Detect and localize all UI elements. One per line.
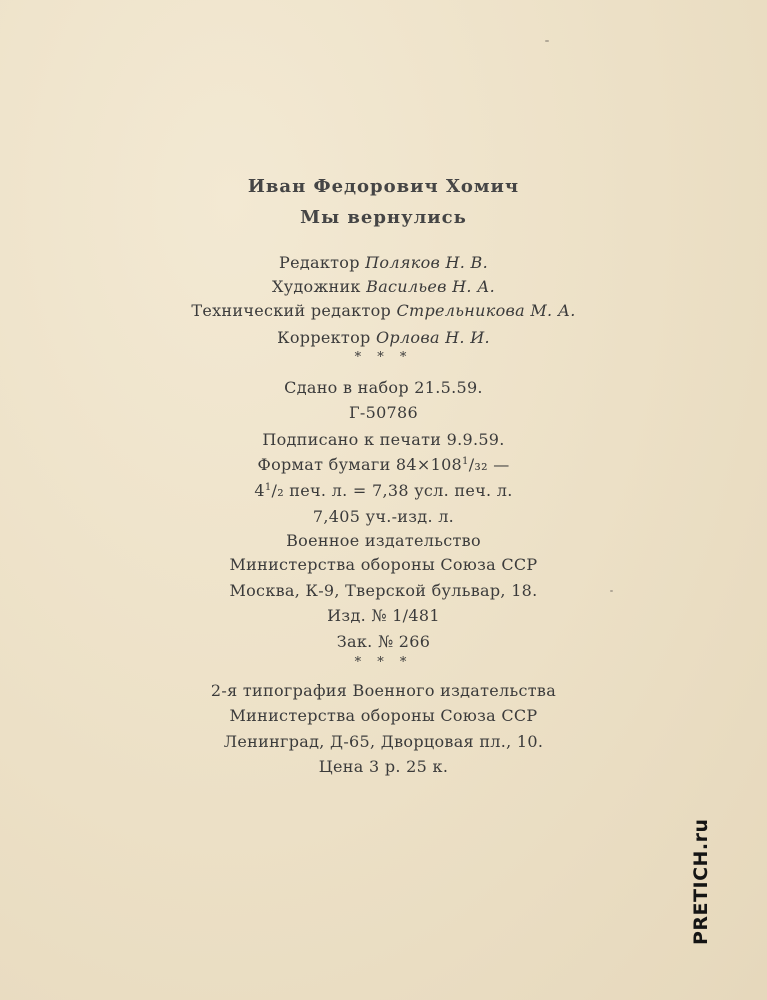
- paper-format-sup: 1: [462, 456, 469, 467]
- publisher-address: Москва, К-9, Тверской бульвар, 18.: [229, 581, 538, 600]
- publisher-ministry: Министерства обороны Союза ССР: [229, 555, 538, 574]
- publishing-sheets: 7,405 уч.-изд. л.: [312, 507, 455, 526]
- order-number: Зак. № 266: [336, 632, 431, 651]
- book-title: Мы вернулись: [300, 207, 467, 228]
- price: Цена 3 р. 25 к.: [318, 757, 449, 776]
- credit-person: Орлова Н. И.: [375, 328, 490, 347]
- order-code: Г-50786: [349, 403, 418, 422]
- credit-role: Технический редактор: [191, 301, 392, 320]
- printer-name: 2-я типография Военного издательства: [210, 681, 557, 700]
- author-name: Иван Федорович Хомич: [247, 176, 520, 197]
- publication-number: Изд. № 1/481: [327, 606, 440, 625]
- credit-tech-editor: [0, 301, 767, 320]
- print-sheets-number: 4: [254, 481, 265, 500]
- paper-format-sub: /₃₂ —: [468, 455, 510, 474]
- credit-role: Художник: [272, 277, 361, 296]
- credit-artist: [0, 277, 767, 296]
- separator-stars: * * *: [354, 350, 413, 365]
- credit-role: Корректор: [277, 328, 371, 347]
- watermark: PRETICH.ru: [690, 818, 712, 945]
- credit-person: Стрельникова М. А.: [396, 301, 576, 320]
- paper-format: [0, 455, 767, 474]
- print-sheets-text: /₂ печ. л. = 7,38 усл. печ. л.: [271, 481, 513, 500]
- credit-proofreader: [0, 328, 767, 347]
- paper-speck: [545, 40, 549, 42]
- signed-to-print: Подписано к печати 9.9.59.: [262, 430, 505, 449]
- publisher-name: Военное издательство: [286, 531, 481, 550]
- paper-speck: [610, 590, 613, 592]
- print-sheets-sup: 1: [264, 482, 272, 493]
- credit-role: Редактор: [279, 253, 360, 272]
- credit-person: Поляков Н. В.: [365, 253, 488, 272]
- printer-address: Ленинград, Д-65, Дворцовая пл., 10.: [223, 732, 544, 751]
- printer-ministry: Министерства обороны Союза ССР: [229, 706, 538, 725]
- print-sheets: [0, 481, 767, 500]
- sent-to-set: Сдано в набор 21.5.59.: [284, 378, 483, 397]
- credit-editor: [0, 253, 767, 272]
- credit-person: Васильев Н. А.: [366, 277, 495, 296]
- paper-format-text: Формат бумаги 84×108: [257, 455, 463, 474]
- separator-stars: * * *: [354, 655, 413, 670]
